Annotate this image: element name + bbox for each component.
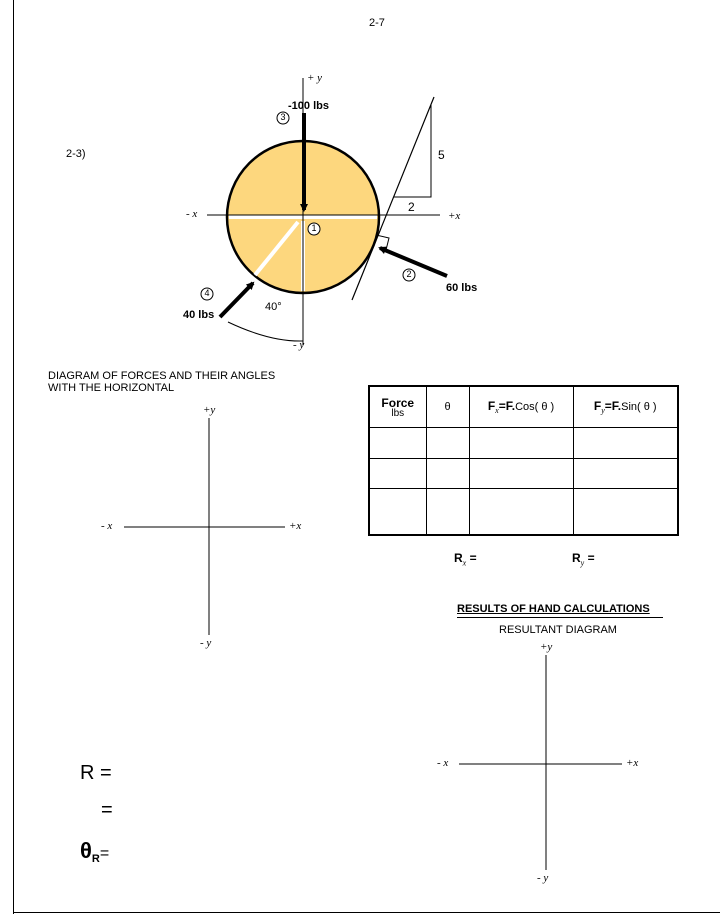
force4-label: 40 lbs bbox=[183, 309, 215, 321]
angle-label: 40° bbox=[265, 301, 282, 313]
theta-r-symbol: θ bbox=[80, 838, 92, 863]
slope-run-label: 2 bbox=[408, 200, 415, 214]
right-neg-x-label: - x bbox=[437, 757, 449, 769]
right-neg-y-label: - y bbox=[537, 872, 549, 884]
right-pos-y-label: +y bbox=[540, 641, 553, 653]
theta-r-sub: R bbox=[91, 853, 100, 866]
ry-sub: y bbox=[580, 558, 585, 568]
theta-r-eq: = bbox=[99, 845, 110, 862]
fig-neg-x-label: - x bbox=[186, 208, 198, 220]
right-pos-x-label: +x bbox=[626, 757, 639, 769]
rx-r: R bbox=[454, 551, 463, 565]
rx-label bbox=[454, 551, 477, 567]
left-pos-y-label: +y bbox=[203, 404, 216, 416]
results-heading: RESULTS OF HAND CALCULATIONS bbox=[457, 603, 650, 615]
results-underline bbox=[457, 617, 663, 618]
fx-eq: =F. bbox=[498, 398, 516, 413]
table-row bbox=[369, 489, 678, 535]
table-cell[interactable] bbox=[369, 428, 426, 459]
table-cell[interactable] bbox=[369, 489, 426, 535]
table-row bbox=[369, 428, 678, 459]
table-cell[interactable] bbox=[426, 489, 469, 535]
force2-label: 60 lbs bbox=[446, 282, 478, 294]
table-header-row bbox=[369, 386, 678, 428]
ry-r: R bbox=[572, 551, 581, 565]
header-fy bbox=[573, 386, 678, 428]
force-table bbox=[368, 385, 679, 536]
fx-sub: x bbox=[495, 406, 499, 416]
rx-eq: = bbox=[466, 551, 477, 565]
ry-eq: = bbox=[584, 551, 595, 565]
header-force bbox=[369, 386, 426, 428]
table-cell[interactable] bbox=[369, 458, 426, 489]
fy-func: Sin( θ ) bbox=[621, 400, 657, 413]
fx-func: Cos( θ ) bbox=[515, 400, 555, 413]
table-cell[interactable] bbox=[426, 458, 469, 489]
force1-label: -100 lbs bbox=[288, 100, 329, 112]
marker-3: 3 bbox=[280, 112, 286, 122]
header-theta: θ bbox=[426, 386, 469, 428]
table-cell[interactable] bbox=[469, 428, 573, 459]
table-cell[interactable] bbox=[426, 428, 469, 459]
diagram-heading-line1: DIAGRAM OF FORCES AND THEIR ANGLES bbox=[48, 370, 276, 382]
fy-sub: y bbox=[601, 406, 605, 416]
resultant-heading: RESULTANT DIAGRAM bbox=[499, 624, 617, 636]
left-neg-x-label: - x bbox=[101, 520, 113, 532]
header-fx bbox=[469, 386, 573, 428]
left-pos-x-label: +x bbox=[289, 520, 302, 532]
table-cell[interactable] bbox=[469, 489, 573, 535]
table-cell[interactable] bbox=[573, 428, 678, 459]
table-row bbox=[369, 458, 678, 489]
marker-4: 4 bbox=[204, 288, 210, 298]
r-equals-2: = bbox=[101, 799, 113, 821]
r-label: R = bbox=[80, 762, 112, 784]
fig-pos-x-label: +x bbox=[448, 210, 461, 222]
table-cell[interactable] bbox=[573, 458, 678, 489]
fy-f: F bbox=[593, 398, 602, 413]
header-force-title: Force bbox=[381, 395, 415, 410]
diagram-heading-line2: WITH THE HORIZONTAL bbox=[48, 382, 175, 394]
fx-f: F bbox=[487, 398, 496, 413]
fy-eq: =F. bbox=[604, 398, 622, 413]
marker-1: 1 bbox=[311, 223, 317, 233]
marker-2: 2 bbox=[406, 269, 412, 279]
slope-rise-label: 5 bbox=[438, 148, 445, 162]
table-cell[interactable] bbox=[469, 458, 573, 489]
ry-label bbox=[572, 551, 595, 567]
fig-pos-y-label: + y bbox=[307, 72, 323, 84]
theta-r-label bbox=[80, 838, 109, 865]
problem-label: 2-3) bbox=[66, 148, 86, 160]
page-number: 2-7 bbox=[369, 17, 385, 29]
rx-sub: x bbox=[462, 558, 467, 568]
fig-neg-y-label: - y bbox=[293, 339, 305, 351]
header-force-unit: lbs bbox=[391, 407, 405, 419]
left-neg-y-label: - y bbox=[200, 637, 212, 649]
table-cell[interactable] bbox=[573, 489, 678, 535]
